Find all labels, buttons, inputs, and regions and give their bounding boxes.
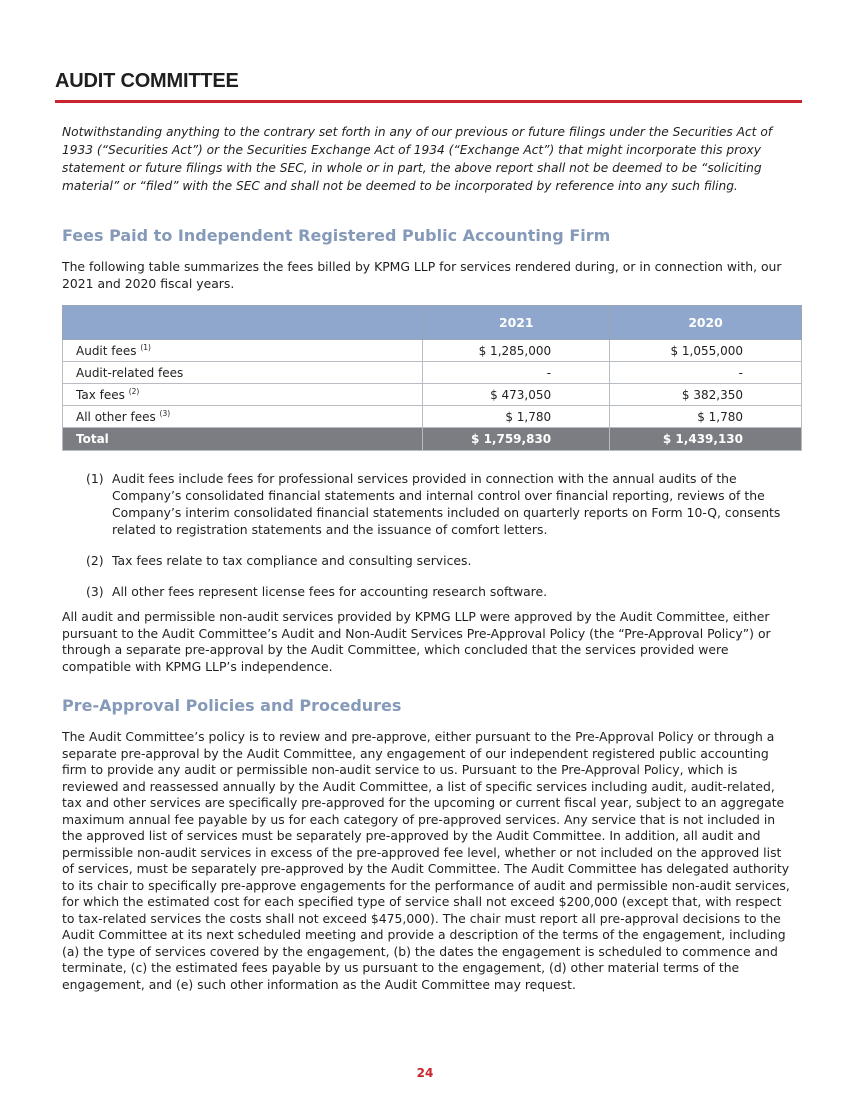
row-label-text: Audit fees xyxy=(76,344,137,358)
footnote-marker: (1) xyxy=(86,471,104,486)
footnote-item xyxy=(86,583,791,600)
table-header-row xyxy=(63,306,802,340)
fees-table xyxy=(62,305,802,451)
value-2021: $ 1,780 xyxy=(423,406,610,428)
fees-intro: The following table summarizes the fees billed by KPMG LLP for services rendered during, or in connection with, our 2021 and 2020 fiscal years. xyxy=(62,259,782,291)
table-row xyxy=(63,362,802,384)
footnote-text: Tax fees relate to tax compliance and consulting services. xyxy=(112,553,472,568)
disclaimer-paragraph: Notwithstanding anything to the contrary set forth in any of our previous or future filings under the Securities Act of 1933 (“Securities Act”) or the Securities Exchange Act of 1934 (“Exchange Act”) that might incorporate this proxy statement or future filings with the SEC, in whole or in part, the above report shall not be deemed to be “soliciting material” or “filed” with the SEC and shall not be deemed to be incorporated by reference into any such filing. xyxy=(62,125,773,193)
value-2020: $ 1,055,000 xyxy=(610,340,802,362)
value-2021: $ 473,050 xyxy=(423,384,610,406)
header-2021: 2021 xyxy=(423,306,610,340)
row-label xyxy=(63,362,423,384)
footnotes-list xyxy=(86,470,791,614)
preapproval-heading: Pre-Approval Policies and Procedures xyxy=(62,696,402,715)
header-blank xyxy=(63,306,423,340)
value-2020: - xyxy=(610,362,802,384)
footnote-item xyxy=(86,470,791,538)
footnote-item xyxy=(86,552,791,569)
row-label xyxy=(63,340,423,362)
value-2020: $ 382,350 xyxy=(610,384,802,406)
footnote-text: All other fees represent license fees for accounting research software. xyxy=(112,584,548,599)
footnote-marker: (3) xyxy=(86,584,104,599)
table-row xyxy=(63,384,802,406)
total-2021: $ 1,759,830 xyxy=(423,428,610,451)
approval-paragraph: All audit and permissible non-audit services provided by KPMG LLP were approved by the Audit Committee, either pursuant to the Audit Committee’s Audit and Non-Audit Services Pre-Approval Policy (the “Pre-Approval Policy”) or through a separate pre-approval by the Audit Committee, which concluded that the services provided were compatible with KPMG LLP’s independence. xyxy=(62,609,771,674)
section-title: AUDIT COMMITTEE xyxy=(55,70,239,92)
row-label-text: Tax fees xyxy=(76,388,125,402)
fees-heading: Fees Paid to Independent Registered Public Accounting Firm xyxy=(62,226,611,245)
total-label: Total xyxy=(63,428,423,451)
table-row xyxy=(63,406,802,428)
row-label-text: Audit-related fees xyxy=(76,365,184,380)
total-2020: $ 1,439,130 xyxy=(610,428,802,451)
title-divider xyxy=(55,100,802,103)
footnote-text: Audit fees include fees for professional services provided in connection with the annual audits of the Company’s consolidated financial statements and internal control over financial reporting, reviews of the Company’s interim consolidated financial statements included on quarterly reports on Form 10-Q, consents related to registration statements and the issuance of comfort letters. xyxy=(112,471,781,537)
footnote-ref: (3) xyxy=(159,409,171,418)
footnote-ref: (1) xyxy=(140,343,151,352)
value-2021: - xyxy=(423,362,610,384)
value-2020: $ 1,780 xyxy=(610,406,802,428)
total-row xyxy=(63,428,802,451)
row-label-text: All other fees xyxy=(76,410,156,424)
footnote-ref: (2) xyxy=(128,387,140,396)
page-number: 24 xyxy=(416,1066,434,1080)
footnote-marker: (2) xyxy=(86,553,104,568)
row-label xyxy=(63,406,423,428)
header-2020: 2020 xyxy=(610,306,802,340)
preapproval-body: The Audit Committee’s policy is to review and pre-approve, either pursuant to the Pre-Approval Policy or through a separate pre-approval by the Audit Committee, any engagement of our independent registered public accounting firm to provide any audit or permissible non-audit service to us. Pursuant to the Pre-Approval Policy, which is reviewed and reassessed annually by the Audit Committee, a list of specific services including audit, audit-related, tax and other services are specifically pre-approved for the upcoming or current fiscal year, subject to an aggregate maximum annual fee payable by us for each category of pre-approved services. Any service that is not included in the approved list of services must be separately pre-approved by the Audit Committee. In addition, all audit and permissible non-audit services in excess of the pre-approved fee level, whether or not included on the approved list of services, must be separately pre-approved by the Audit Committee. The Audit Committee has delegated authority to its chair to specifically pre-approve engagements for the performance of audit and permissible non-audit services, for which the estimated cost for each specified type of service shall not exceed $200,000 (except that, with respect to tax-related services the costs shall not exceed $475,000). The chair must report all pre-approval decisions to the Audit Committee at its next scheduled meeting and provide a description of the terms of the engagement, including (a) the type of services covered by the engagement, (b) the dates the engagement is scheduled to commence and terminate, (c) the estimated fees payable by us pursuant to the engagement, (d) other material terms of the engagement, and (e) such other information as the Audit Committee may request. xyxy=(62,729,790,992)
value-2021: $ 1,285,000 xyxy=(423,340,610,362)
row-label xyxy=(63,384,423,406)
table-row xyxy=(63,340,802,362)
